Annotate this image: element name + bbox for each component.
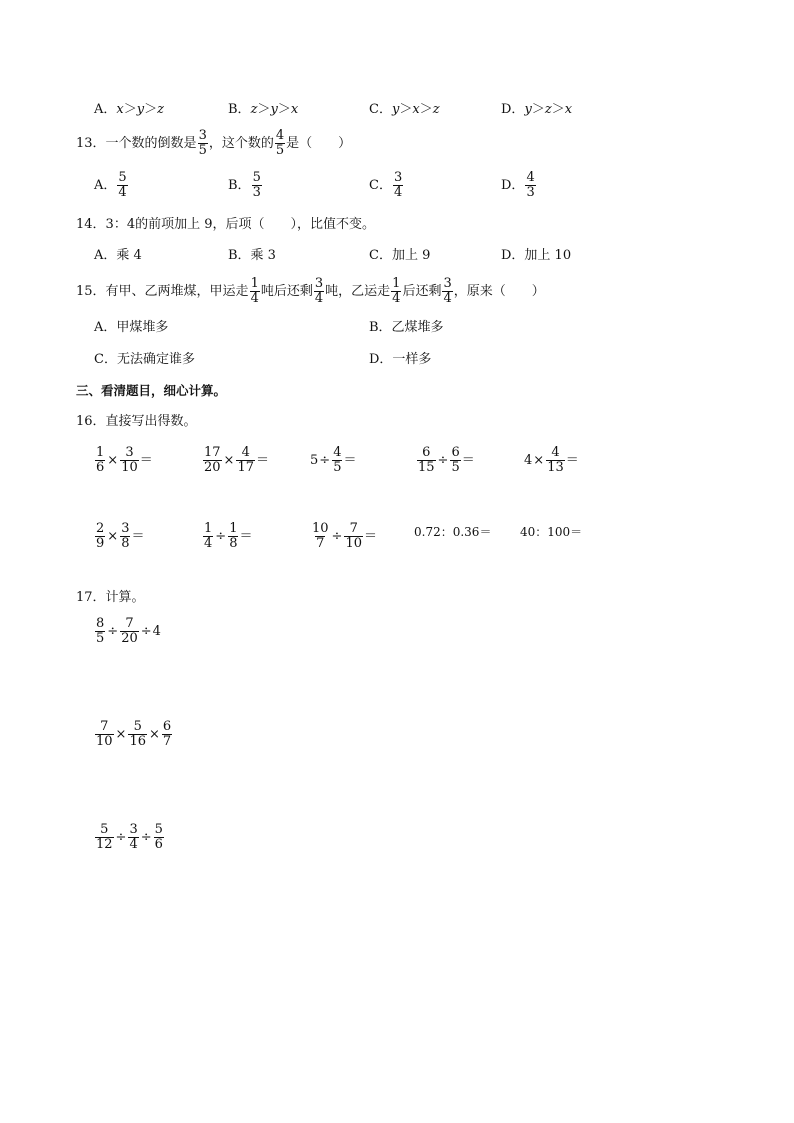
- numerator: 7: [100, 719, 109, 734]
- stem-text: 有甲、乙两堆煤，甲运走: [105, 283, 249, 299]
- equals-sign: ＝: [131, 528, 145, 544]
- q12-option-b: [228, 102, 298, 118]
- q15-option-c: C．无法确定谁多: [94, 352, 195, 367]
- whole-number: 4: [152, 623, 161, 639]
- equals-sign: ＝: [461, 452, 475, 468]
- q15-option-a: A．甲煤堆多: [94, 320, 169, 335]
- q16-expr-7: [202, 522, 252, 551]
- denominator: 3: [526, 185, 535, 200]
- fraction: [546, 446, 565, 475]
- whole-number: 4: [524, 452, 533, 468]
- var: y: [270, 102, 278, 117]
- fraction: [162, 720, 172, 749]
- denominator: 20: [121, 631, 138, 646]
- denominator: 12: [96, 837, 113, 852]
- question-number: 15．: [76, 283, 106, 299]
- gt-sign: ＞: [123, 102, 137, 117]
- q17-expr-2: [94, 720, 173, 749]
- fraction: [228, 522, 238, 551]
- divide-sign: ÷: [107, 623, 119, 639]
- gt-sign: ＞: [551, 102, 565, 117]
- fraction: [344, 522, 363, 551]
- numerator: 6: [422, 445, 431, 460]
- q16-expr-8: [310, 522, 377, 551]
- equals-sign: ＝: [139, 452, 153, 468]
- numerator: 17: [204, 445, 221, 460]
- fraction: [203, 522, 213, 551]
- equals-sign: ＝: [364, 528, 378, 544]
- fraction: [525, 171, 535, 200]
- numerator: 1: [96, 445, 105, 460]
- q16-expr-5: [524, 446, 579, 475]
- fraction: [128, 823, 138, 852]
- numerator: 6: [451, 445, 460, 460]
- fraction: [252, 171, 262, 200]
- q17-expr-3: [94, 823, 165, 852]
- denominator: 4: [443, 291, 452, 306]
- option-letter: C．: [369, 177, 392, 193]
- denominator: 4: [118, 185, 127, 200]
- option-letter: A．: [94, 177, 117, 193]
- fraction: [120, 522, 130, 551]
- numerator: 4: [551, 445, 560, 460]
- var: x: [412, 102, 420, 117]
- denominator: 4: [129, 837, 138, 852]
- fraction: [442, 277, 452, 306]
- denominator: 13: [547, 460, 564, 475]
- numerator: 1: [204, 521, 213, 536]
- q17-title: 17．计算。: [76, 590, 145, 605]
- numerator: 5: [100, 822, 109, 837]
- q13-stem: [76, 129, 351, 158]
- fraction: [417, 446, 436, 475]
- question-number: 13．: [76, 135, 106, 151]
- option-letter: D．: [501, 177, 525, 193]
- denominator: 5: [275, 143, 285, 158]
- denominator: 3: [252, 185, 261, 200]
- numerator: 1: [250, 276, 259, 291]
- denominator: 7: [316, 536, 325, 551]
- fraction: [95, 617, 105, 646]
- var: x: [116, 102, 124, 117]
- divide-sign: ÷: [319, 452, 331, 468]
- option-letter: B．: [228, 177, 251, 193]
- fraction: [314, 277, 324, 306]
- option-letter: A．: [94, 102, 117, 117]
- divide-sign: ÷: [140, 829, 152, 845]
- denominator: 17: [237, 460, 254, 475]
- q16-expr-4: [416, 446, 475, 475]
- var: z: [157, 102, 164, 117]
- gt-sign: ＞: [144, 102, 158, 117]
- numerator: 2: [96, 521, 105, 536]
- fraction: [120, 446, 139, 475]
- q14-option-a: A．乘 4: [94, 248, 142, 263]
- times-sign: ×: [107, 452, 119, 468]
- q14-option-c: C．加上 9: [369, 248, 431, 263]
- times-sign: ×: [223, 452, 235, 468]
- option-letter: D．: [501, 102, 525, 117]
- fraction: [95, 823, 114, 852]
- fraction: [275, 129, 285, 158]
- var: y: [391, 102, 400, 117]
- whole-number: 5: [310, 452, 319, 468]
- fraction: [128, 720, 147, 749]
- numerator: 3: [198, 128, 207, 143]
- q16-expr-3: [310, 446, 356, 475]
- section-3-title: 三、看清题目，细心计算。: [76, 383, 227, 398]
- stem-text: ，这个数的: [208, 135, 274, 151]
- numerator: 3: [393, 170, 403, 185]
- stem-text: 后还剩: [402, 283, 442, 299]
- divide-sign: ÷: [115, 829, 127, 845]
- fraction: [450, 446, 460, 475]
- fraction: [154, 823, 164, 852]
- numerator: 3: [443, 276, 452, 291]
- denominator: 8: [121, 536, 130, 551]
- denominator: 4: [250, 291, 259, 306]
- stem-text: 吨后还剩: [260, 283, 313, 299]
- q12-option-c: [369, 102, 440, 118]
- denominator: 10: [345, 536, 362, 551]
- q14-option-b: B．乘 3: [228, 248, 276, 263]
- fraction: [117, 171, 127, 200]
- numerator: 6: [162, 719, 172, 734]
- fraction: [95, 720, 114, 749]
- fraction: [120, 617, 139, 646]
- stem-text: 是（ ）: [286, 135, 352, 151]
- q16-expr-10: 40：100＝: [520, 525, 583, 539]
- equals-sign: ＝: [256, 452, 270, 468]
- q17-expr-1: [94, 617, 161, 646]
- numerator: 3: [125, 445, 134, 460]
- times-sign: ×: [107, 528, 119, 544]
- equals-sign: ＝: [565, 452, 579, 468]
- var: x: [290, 102, 299, 117]
- fraction: [198, 129, 208, 158]
- q14-stem: 14．3：4的前项加上 9，后项（ ），比值不变。: [76, 217, 375, 232]
- fraction: [236, 446, 255, 475]
- numerator: 7: [349, 521, 358, 536]
- fraction: [95, 522, 105, 551]
- divide-sign: ÷: [331, 528, 343, 544]
- numerator: 3: [129, 822, 138, 837]
- fraction: [250, 277, 260, 306]
- q12-option-a: [94, 102, 164, 118]
- numerator: 5: [252, 170, 261, 185]
- denominator: 10: [96, 734, 113, 749]
- numerator: 4: [333, 445, 342, 460]
- q13-option-b: [228, 171, 263, 200]
- var: z: [250, 102, 258, 117]
- q15-option-b: B．乙煤堆多: [369, 320, 444, 335]
- divide-sign: ÷: [437, 452, 449, 468]
- equals-sign: ＝: [343, 452, 357, 468]
- numerator: 5: [133, 719, 142, 734]
- q13-option-c: [369, 171, 404, 200]
- denominator: 5: [333, 460, 342, 475]
- q13-option-d: [501, 171, 537, 200]
- denominator: 5: [96, 631, 105, 646]
- fraction: [332, 446, 342, 475]
- gt-sign: ＞: [277, 102, 291, 117]
- q16-title: 16．直接写出得数。: [76, 414, 197, 429]
- denominator: 10: [121, 460, 138, 475]
- fraction: [203, 446, 222, 475]
- divide-sign: ÷: [215, 528, 227, 544]
- times-sign: ×: [533, 452, 545, 468]
- fraction: [393, 171, 403, 200]
- var: z: [432, 102, 440, 117]
- gt-sign: ＞: [531, 102, 545, 117]
- numerator: 5: [154, 822, 163, 837]
- var: z: [544, 102, 552, 117]
- divide-sign: ÷: [140, 623, 152, 639]
- q13-option-a: [94, 171, 129, 200]
- denominator: 5: [451, 460, 460, 475]
- q15-option-d: D．一样多: [369, 352, 432, 367]
- times-sign: ×: [115, 726, 127, 742]
- denominator: 4: [204, 536, 213, 551]
- numerator: 3: [314, 276, 324, 291]
- stem-text: ，原来（ ）: [453, 283, 545, 299]
- numerator: 4: [526, 170, 535, 185]
- q16-expr-2: [202, 446, 269, 475]
- gt-sign: ＞: [399, 102, 413, 117]
- numerator: 3: [121, 521, 130, 536]
- gt-sign: ＞: [419, 102, 433, 117]
- denominator: 7: [162, 734, 172, 749]
- var: y: [524, 102, 532, 117]
- fraction: [95, 446, 105, 475]
- times-sign: ×: [149, 726, 160, 742]
- denominator: 15: [418, 460, 435, 475]
- q14-option-d: D．加上 10: [501, 248, 572, 263]
- denominator: 16: [129, 734, 146, 749]
- denominator: 6: [96, 460, 105, 475]
- fraction: [391, 277, 401, 306]
- denominator: 4: [314, 291, 324, 306]
- numerator: 4: [241, 445, 250, 460]
- denominator: 20: [204, 460, 221, 475]
- option-letter: C．: [369, 102, 392, 117]
- option-letter: B．: [228, 102, 251, 117]
- gt-sign: ＞: [257, 102, 271, 117]
- var: x: [564, 102, 573, 117]
- fraction: [311, 522, 330, 551]
- q15-stem: [76, 277, 545, 306]
- denominator: 9: [96, 536, 105, 551]
- equals-sign: ＝: [239, 528, 253, 544]
- q16-expr-6: [94, 522, 144, 551]
- denominator: 8: [229, 536, 238, 551]
- numerator: 10: [312, 521, 329, 536]
- var: y: [136, 102, 145, 117]
- denominator: 5: [198, 143, 207, 158]
- numerator: 5: [118, 170, 127, 185]
- denominator: 4: [393, 185, 403, 200]
- stem-text: 一个数的倒数是: [105, 135, 197, 151]
- numerator: 4: [275, 128, 285, 143]
- numerator: 1: [392, 276, 401, 291]
- q16-expr-9: 0.72：0.36＝: [414, 525, 492, 539]
- denominator: 6: [154, 837, 163, 852]
- numerator: 1: [229, 521, 238, 536]
- q16-expr-1: [94, 446, 153, 475]
- numerator: 8: [96, 616, 105, 631]
- numerator: 7: [125, 616, 134, 631]
- denominator: 4: [392, 291, 401, 306]
- stem-text: 吨，乙运走: [325, 283, 391, 299]
- q12-option-d: [501, 102, 572, 118]
